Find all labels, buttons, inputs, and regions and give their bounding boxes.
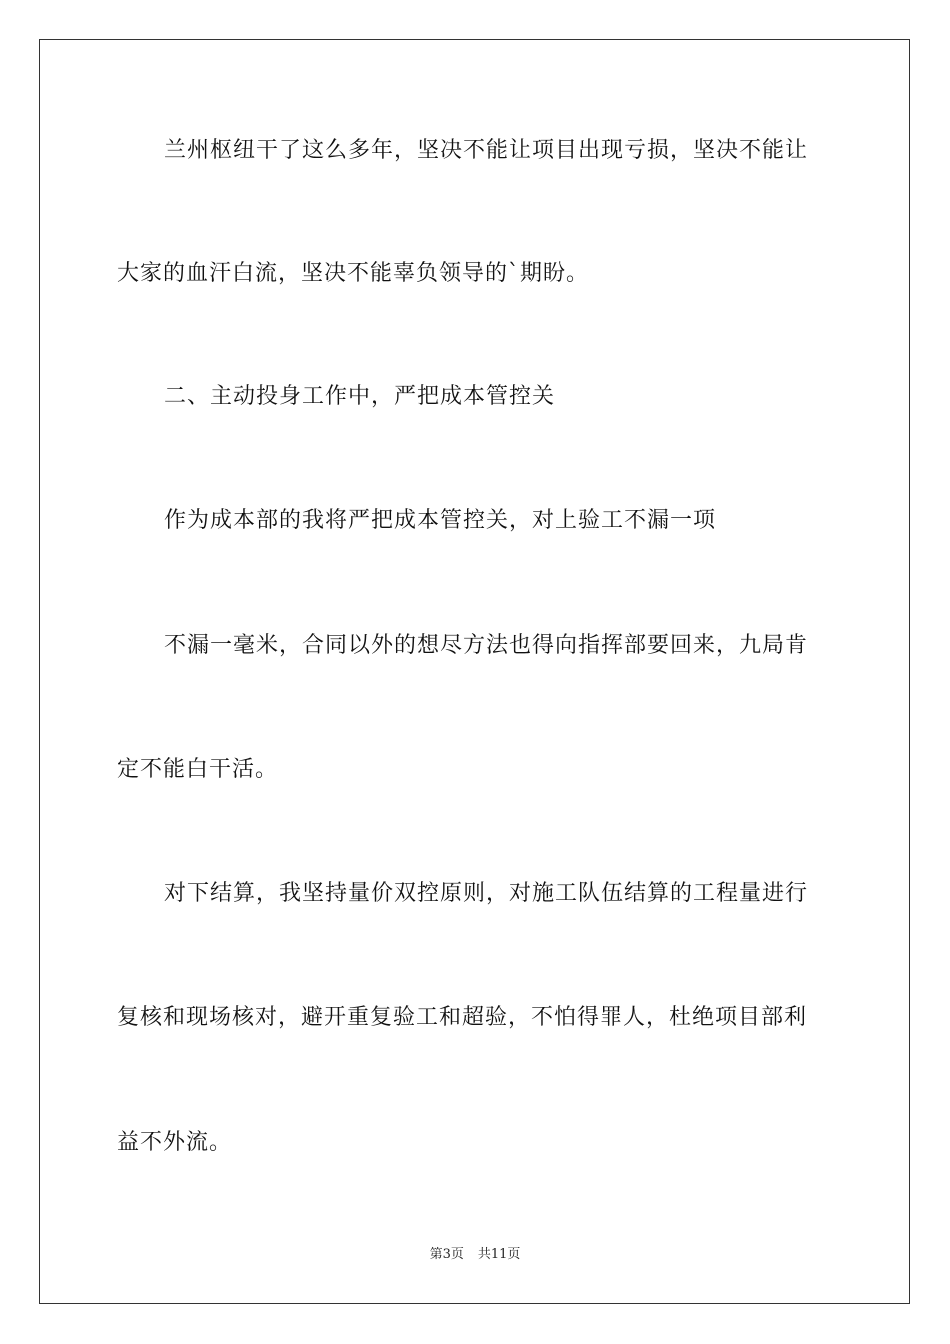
page-total: 共11页 (477, 1247, 521, 1262)
paragraph-line-5: 定不能白干活。 (117, 757, 279, 782)
paragraph-line-8: 益不外流。 (117, 1130, 233, 1155)
page-footer (0, 1246, 950, 1264)
paragraph-line-3: 作为成本部的我将严把成本管控关，对上验工不漏一项 (164, 508, 717, 533)
page-border (39, 39, 910, 1304)
paragraph-line-7: 复核和现场核对，避开重复验工和超验，不怕得罪人，杜绝项目部利 (117, 1005, 808, 1030)
paragraph-line-4: 不漏一毫米，合同以外的想尽方法也得向指挥部要回来，九局肯 (164, 633, 809, 658)
page-number: 第3页 (429, 1247, 464, 1262)
paragraph-line-2: 大家的血汗白流，坚决不能辜负领导的`期盼。 (117, 261, 590, 286)
paragraph-line-1: 兰州枢纽干了这么多年，坚决不能让项目出现亏损，坚决不能让 (164, 138, 809, 163)
section-heading: 二、主动投身工作中，严把成本管控关 (164, 384, 556, 409)
paragraph-line-6: 对下结算，我坚持量价双控原则，对施工队伍结算的工程量进行 (164, 881, 809, 906)
